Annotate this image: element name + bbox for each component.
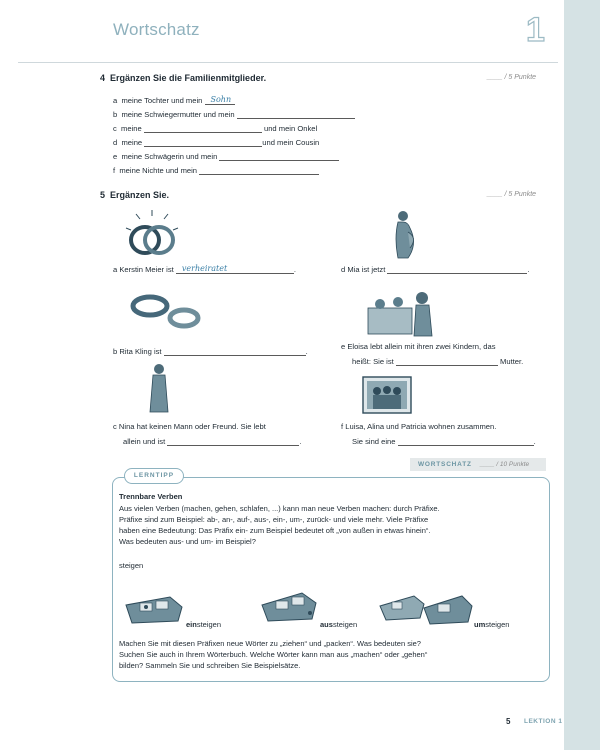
pregnant-woman-illustration [388, 208, 422, 262]
friends-photo-illustration [362, 376, 412, 414]
single-woman-illustration [146, 362, 172, 416]
ex5-blank-d[interactable] [387, 264, 527, 274]
verb-einsteigen: einsteigen [186, 620, 222, 629]
ex5-item-a: a Kerstin Meier ist verheiratet . [113, 264, 297, 274]
lerntipp-heading: Trennbare Verben [119, 492, 183, 501]
ex4-row-b: b meine Schwiegermutter und mein [113, 109, 355, 119]
ex4-blank-f[interactable] [199, 165, 319, 175]
lerntipp-base-verb: steigen [119, 561, 144, 570]
ex5-item-e-line1: e Eloisa lebt allein mit ihren zwei Kindern, das [341, 342, 496, 351]
lerntipp-p2-line1: Machen Sie mit diesen Präfixen neue Wörter zu „ziehen“ und „packen“. Was bedeuten sie? [119, 639, 421, 648]
tram-aussteigen-illustration [258, 583, 320, 627]
ex5-blank-f[interactable] [398, 436, 534, 446]
ex4-points: ____ / 5 Punkte [487, 74, 537, 81]
ex4-number: 4 [100, 73, 106, 83]
ex5-blank-e[interactable] [396, 356, 498, 366]
wortschatz-total-bar [410, 458, 546, 471]
separated-rings-illustration [128, 290, 208, 332]
ex4-row-c: c meine und mein Onkel [113, 124, 318, 133]
wortschatz-total-points: ____ / 10 Punkte [480, 461, 530, 468]
header-divider [18, 62, 558, 63]
ex4-row-d: d meine und mein Cousin [113, 138, 320, 147]
ex4-blank-b[interactable] [237, 109, 355, 119]
ex5-answer-a: verheiratet [181, 264, 228, 273]
ex5-item-c-line1: c Nina hat keinen Mann oder Freund. Sie lebt [113, 422, 266, 431]
ex5-number: 5 [100, 190, 106, 200]
wedding-rings-illustration [122, 208, 182, 260]
ex4-title: Ergänzen Sie die Familienmitglieder. [110, 73, 267, 83]
page-title: Wortschatz [113, 20, 200, 39]
lerntipp-p2-line3: bilden? Sammeln Sie und schreiben Sie Beispielsätze. [119, 661, 301, 670]
lerntipp-label: LERNTIPP [124, 468, 184, 484]
ex5-blank-b[interactable] [164, 346, 306, 356]
lerntipp-p1-line1: Aus vielen Verben (machen, gehen, schlafen, ...) kann man neue Verben machen: durch Präfixe. [119, 504, 440, 513]
ex4-row-e: e meine Schwägerin und mein [113, 151, 339, 161]
ex5-item-f-line1: f Luisa, Alina und Patricia wohnen zusammen. [341, 422, 497, 431]
verb-aussteigen: aussteigen [320, 620, 358, 629]
ex5-item-d: d Mia ist jetzt . [341, 265, 530, 274]
ex5-item-e-line2: heißt: Sie ist Mutter. [352, 357, 524, 366]
wortschatz-total-label: WORTSCHATZ [418, 461, 472, 468]
lerntipp-p2-line2: Suchen Sie auch in Ihrem Wörterbuch. Welche Wörter kann man aus „machen“ oder „gehen“ [119, 650, 428, 659]
ex4-answer-a: Sohn [210, 95, 232, 104]
page-number: 5 [506, 717, 511, 726]
ex5-heading [100, 190, 169, 200]
ex5-item-c-line2: allein und ist . [123, 437, 302, 446]
ex4-blank-c[interactable] [144, 123, 262, 133]
ex4-row-f: f meine Nichte und mein [113, 165, 319, 175]
ex4-row-a: a meine Tochter und mein Sohn [113, 95, 235, 105]
lerntipp-p1-line2: Präfixe sind zum Beispiel: ab-, an-, auf-, aus-, ein-, um-, zurück- und viele mehr. Viele Präfixe [119, 515, 429, 524]
lerntipp-p1-line4: Was bedeuten aus- und um- im Beispiel? [119, 537, 256, 546]
tram-einsteigen-illustration [120, 585, 190, 627]
chapter-number: 1 [526, 11, 545, 49]
mother-children-illustration [366, 290, 438, 338]
page-edge-bar [564, 0, 600, 750]
verb-umsteigen: umsteigen [474, 620, 510, 629]
ex4-heading [100, 73, 266, 83]
ex4-blank-e[interactable] [219, 151, 339, 161]
tram-umsteigen-illustration [378, 584, 474, 630]
ex5-item-b: b Rita Kling ist . [113, 347, 308, 356]
ex5-item-f-line2: Sie sind eine . [352, 437, 536, 446]
ex5-points: ____ / 5 Punkte [487, 191, 537, 198]
lerntipp-p1-line3: haben eine Bedeutung: Das Präfix ein- zum Beispiel bedeutet oft „von außen in etwas hinein“. [119, 526, 431, 535]
ex5-blank-c[interactable] [167, 436, 299, 446]
lektion-label: LEKTION 1 [524, 718, 563, 725]
ex4-blank-d[interactable] [144, 137, 262, 147]
ex5-title: Ergänzen Sie. [110, 190, 170, 200]
